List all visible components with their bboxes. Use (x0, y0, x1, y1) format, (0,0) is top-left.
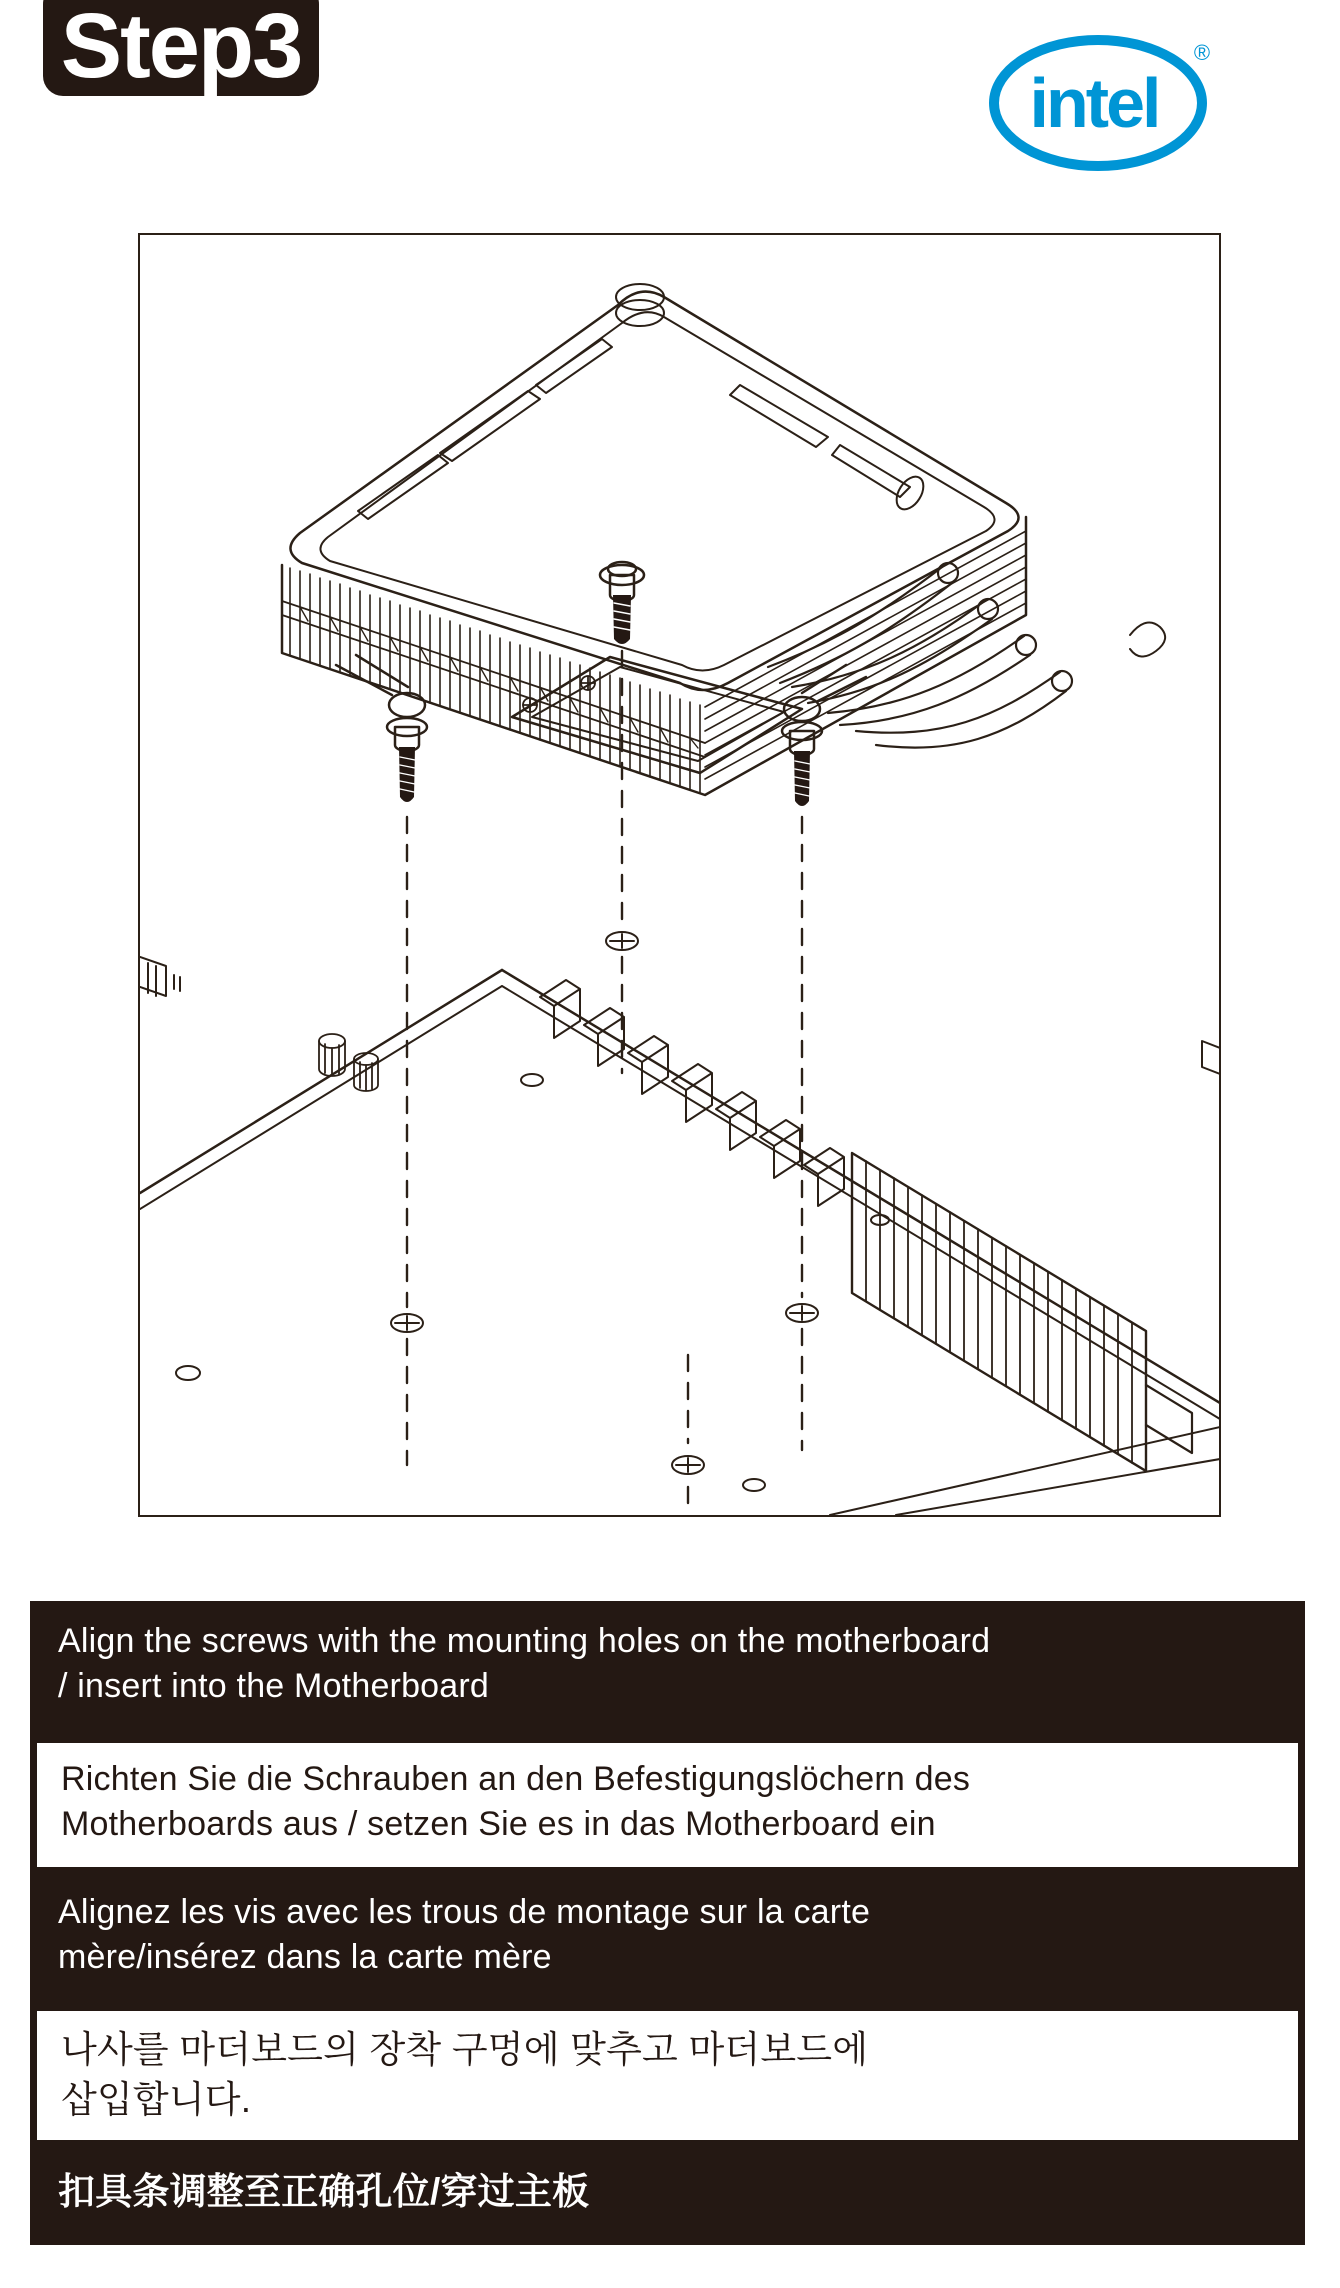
instruction-row-ko (34, 2008, 1301, 2143)
instruction-row-de (34, 1740, 1301, 1870)
board-lower-edges (830, 1427, 1219, 1515)
fin-stack (282, 568, 705, 793)
alignment-dashed-lines (407, 651, 802, 1513)
instruction-line: / insert into the Motherboard (58, 1667, 490, 1705)
mounting-holes (391, 932, 818, 1474)
motherboard-drawing (140, 932, 1219, 1515)
fin-layers-right (705, 531, 1026, 779)
board-thickness (140, 986, 1219, 1419)
instruction-line: Align the screws with the mounting holes on the motherboard (58, 1622, 991, 1660)
capacitors (319, 1034, 378, 1091)
instruction-row-fr (30, 1870, 1305, 2008)
instruction-row-en (30, 1601, 1305, 1740)
board-edge (140, 970, 1219, 1403)
mounting-hole (391, 1314, 423, 1332)
instruction-line: 나사를 마더보드의 장착 구멍에 맞추고 마더보드에 (61, 2029, 869, 2070)
dimm-connectors (540, 980, 844, 1206)
instruction-line: Motherboards aus / setzen Sie es in das Motherboard ein (61, 1805, 936, 1843)
edge-connectors (140, 957, 180, 996)
registered-mark: ® (1193, 40, 1211, 65)
center-screw (600, 562, 644, 644)
instruction-line: mère/insérez dans la carte mère (58, 1938, 552, 1976)
far-clip (1130, 623, 1165, 657)
mounting-hole (606, 932, 638, 950)
instruction-line: 삽입합니다. (61, 2079, 252, 2120)
step-label: Step3 (60, 0, 302, 97)
mounting-hole (672, 1456, 704, 1474)
instruction-line: 扣具条调整至正确孔位/穿过主板 (58, 2171, 590, 2212)
edge-component (1202, 1041, 1219, 1074)
left-bracket (336, 655, 427, 802)
board-holes (176, 1074, 889, 1491)
instruction-line: Richten Sie die Schrauben an den Befestigungslöchern des (61, 1760, 971, 1798)
instruction-row-zh (30, 2143, 1305, 2245)
cooler-install-illustration (140, 235, 1219, 1515)
instruction-line: Alignez les vis avec les trous de montage sur la carte (58, 1893, 871, 1931)
intel-logo (986, 28, 1218, 178)
mounting-hole (786, 1304, 818, 1322)
illustration-frame (138, 233, 1221, 1517)
cpu-cooler-drawing (282, 284, 1165, 806)
vrm-heatsink (852, 1153, 1192, 1471)
instruction-table (30, 1601, 1305, 2245)
step-badge (43, 0, 319, 96)
intel-logo-wordmark: intel (1029, 64, 1159, 142)
